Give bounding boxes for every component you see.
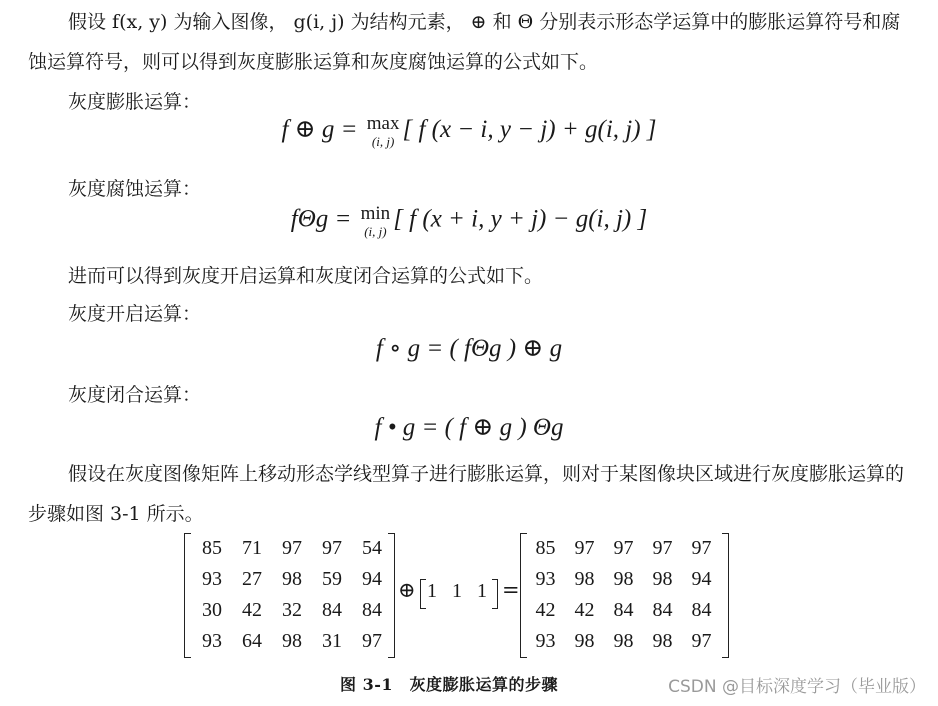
matrix-cell: 42 (242, 599, 262, 621)
matrix-cell: 84 (652, 599, 673, 621)
matrix-row (526, 626, 721, 657)
matrix-cell: 59 (322, 568, 342, 590)
matrix-cell: 93 (202, 568, 222, 590)
matrix-cell: 31 (322, 630, 342, 652)
matrix-cell: 97 (691, 537, 712, 559)
matrix-cell: 93 (202, 630, 222, 652)
kernel-right-bracket (492, 579, 498, 609)
matrix-cell: 97 (282, 537, 302, 559)
matrix-a-left-bracket (184, 533, 191, 658)
matrix-row (526, 564, 721, 595)
matrix-cell: 32 (282, 599, 302, 621)
matrix-cell: 97 (613, 537, 634, 559)
matrix-cell: 84 (362, 599, 382, 621)
matrix-row (526, 533, 721, 564)
matrix-row (192, 564, 392, 595)
erosion-body: [ f (x + i, y + j) − g(i, j) ] (393, 205, 648, 233)
matrix-cell: 98 (282, 630, 302, 652)
matrix-cell: 85 (202, 537, 222, 559)
matrix-cell: 93 (535, 568, 556, 590)
matrix-cell: 98 (574, 630, 595, 652)
matrix-cell: 98 (613, 630, 634, 652)
structuring-element: 1 1 1 (427, 580, 487, 602)
erosion-formula (0, 204, 938, 238)
matrix-cell: 85 (535, 537, 556, 559)
watermark: CSDN @目标深度学习（毕业版） (668, 677, 926, 697)
matrix-b-right-bracket (722, 533, 729, 658)
matrix-cell: 94 (362, 568, 382, 590)
erosion-lhs: fΘg = (290, 205, 358, 233)
dilation-body: [ f (x − i, y − j) + g(i, j) ] (402, 116, 657, 143)
matrix-cell: 64 (242, 630, 262, 652)
erosion-operator: min (i, j) (360, 203, 391, 239)
matrix-row (192, 626, 392, 657)
matrix-cell: 84 (322, 599, 342, 621)
figure-intro-paragraph: 假设在灰度图像矩阵上移动形态学线型算子进行膨胀运算，则对于某图像块区域进行灰度膨胀运算的步骤如图 3-1 所示。 (28, 463, 905, 525)
opening-label: 灰度开启运算： (68, 303, 202, 325)
matrix-cell: 54 (362, 537, 382, 559)
opening-formula: f ∘ g = ( fΘg ) ⊕ g (375, 335, 563, 362)
dilation-operator-symbol: ⊕ (398, 578, 416, 602)
matrix-cell: 97 (691, 630, 712, 652)
matrix-cell: 97 (574, 537, 595, 559)
dilation-formula (0, 114, 938, 148)
dilation-lhs: f ⊕ g = (281, 116, 364, 143)
matrix-row (192, 533, 392, 564)
matrix-row (192, 595, 392, 626)
erosion-label: 灰度腐蚀运算： (68, 178, 202, 200)
matrix-cell: 42 (535, 599, 556, 621)
matrix-cell: 98 (652, 630, 673, 652)
intro-paragraph: 假设 f(x, y) 为输入图像， g(i, j) 为结构元素， ⊕ 和 Θ 分别表示形态学运算中的膨胀运算符号和腐蚀运算符号，则可以得到灰度膨胀运算和灰度腐蚀运算的公式如下。 (28, 11, 901, 73)
matrix-cell: 84 (613, 599, 634, 621)
matrix-cell: 97 (362, 630, 382, 652)
output-matrix (526, 533, 736, 658)
equals-sign: = (502, 578, 520, 602)
matrix-cell: 42 (574, 599, 595, 621)
matrix-cell: 98 (613, 568, 634, 590)
matrix-cell: 98 (652, 568, 673, 590)
matrix-cell: 94 (691, 568, 712, 590)
matrix-cell: 97 (652, 537, 673, 559)
matrix-row (526, 595, 721, 626)
matrix-cell: 71 (242, 537, 262, 559)
figure-caption: 图 3-1 灰度膨胀运算的步骤 (340, 675, 558, 694)
matrix-cell: 93 (535, 630, 556, 652)
input-matrix (192, 533, 392, 658)
matrix-cell: 27 (242, 568, 262, 590)
opening-closing-intro: 进而可以得到灰度开启运算和灰度闭合运算的公式如下。 (68, 265, 544, 287)
closing-formula: f • g = ( f ⊕ g ) Θg (374, 414, 564, 441)
matrix-cell: 30 (202, 599, 222, 621)
matrix-cell: 97 (322, 537, 342, 559)
matrix-cell: 98 (574, 568, 595, 590)
matrix-cell: 84 (691, 599, 712, 621)
matrix-cell: 98 (282, 568, 302, 590)
dilation-label: 灰度膨胀运算： (68, 91, 202, 113)
kernel-left-bracket (420, 579, 426, 609)
matrix-a-right-bracket (388, 533, 395, 658)
closing-label: 灰度闭合运算： (68, 384, 202, 406)
dilation-operator: max (i, j) (366, 113, 400, 150)
